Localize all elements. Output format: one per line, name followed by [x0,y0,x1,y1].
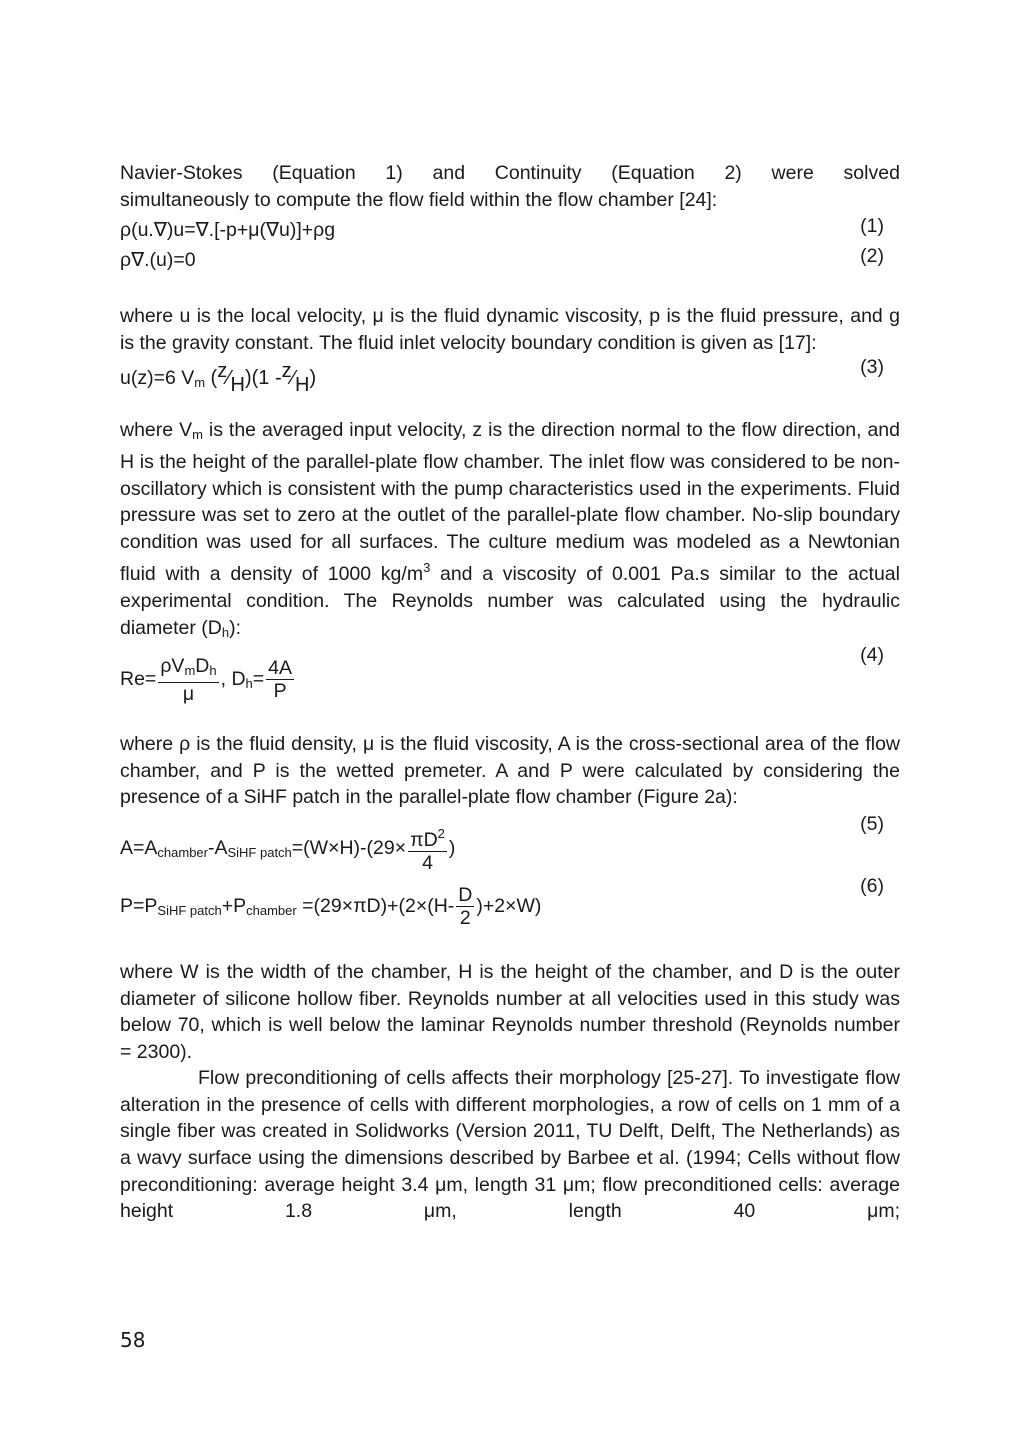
paragraph-intro [120,160,900,213]
paragraph-boundary: where $V_m$ is the averaged input velocity, z is the direction normal to the flow direction, and H is the height of the parallel-plate flow chamber. The inlet flow was considered to be non-oscillatory which is consistent with the pump characteristics used in the experiments. Fluid pressure was set to zero at the outlet of the parallel-plate flow chamber. No-slip boundary condition was used for all surfaces. The culture medium was modeled as a Newtonian fluid with a density of 1000 $kg/m^3$ and a viscosity of 0.001 Pa.s similar to the actual experimental condition. The Reynolds number was calculated using the hydraulic diameter $(D_h)$: [120,419,900,640]
reynolds-fraction: $\frac{\rho V_mD_h}{\mu}$ [160,654,217,705]
equation-4: Re= $\frac{\rho V_mD_h}{\mu}$ , $D_h=$ $\frac{4A}{P}$ (4) [120,648,900,710]
area-fraction: $\frac{\pi D^2}{4}$ [408,823,447,874]
intro-line-1: Navier-Stokes (Equation 1) and Continuity (Equation 2) were solved [120,162,900,184]
paragraph-density: where ρ is the fluid density, μ is the fluid viscosity, A is the cross-sectional area of the flow chamber, and P is the wetted premeter. A and P were calculated by considering the presence of a SiHF patch in the parallel-plate flow chamber (Figure 2a): [120,733,900,809]
intro-line-2: simultaneously to compute the flow field within the flow chamber [24]: [120,188,718,211]
equation-5: $A=A_{chamber}-A_{SiHF patch}=(W\times H)-(29\times$ $\frac{\pi D^2}{4}$ ) (5) [120,817,900,879]
hydraulic-fraction: $\frac{4A}{P}$ [268,657,293,703]
equation-number: (2) [860,245,884,268]
equation-6: $P=P_{SiHF patch}+P_{chamber} =(29\times\pi D)+(2\times(H-$ $\frac{D}{2}$ )+2×W) (6) [120,879,900,933]
equation-2: ρ∇.(u)=0 (2) [120,245,900,275]
equation-3: u(z)=6 $V_m$ (z⁄H)(1 -z⁄H) (3) [120,356,900,386]
paragraph-velocity: where u is the local velocity, μ is the fluid dynamic viscosity, p is the fluid pressure, and g is the gravity constant. The fluid inlet velocity boundary condition is given as [17]: [120,305,900,354]
equation-number: (5) [860,812,884,835]
page-content [120,160,900,1225]
paragraph-preconditioning: Flow preconditioning of cells affects their morphology [25-27]. To investigate flow alteration in the presence of cells with different morphologies, a row of cells on 1 mm of a single fiber was created in Solidworks (Version 2011, TU Delft, Delft, The Netherlands) as a wavy surface using the dimensions described by Barbee et al. (1994; Cells without flow preconditioning: average height 3.4 μm, length 31 μm; flow preconditioned cells: average height 1.8 μm, length 40 μm; [120,1067,900,1223]
equation-number: (3) [860,356,884,379]
diameter-fraction: $\frac{D}{2}$ [458,884,473,930]
equation-number: (4) [860,644,884,667]
page-number: 58 [120,1328,146,1352]
equation-number: (1) [860,215,884,238]
paragraph-reynolds: where W is the width of the chamber, H is the height of the chamber, and D is the outer diameter of silicone hollow fiber. Reynolds number at all velocities used in this study was below 70, which is well below the laminar Reynolds number threshold (Reynolds number = 2300). [120,960,900,1063]
equation-number: (6) [860,874,884,897]
equation-1: ρ(u.∇)u=∇.[-p+μ(∇u)]+ρg (1) [120,215,900,245]
